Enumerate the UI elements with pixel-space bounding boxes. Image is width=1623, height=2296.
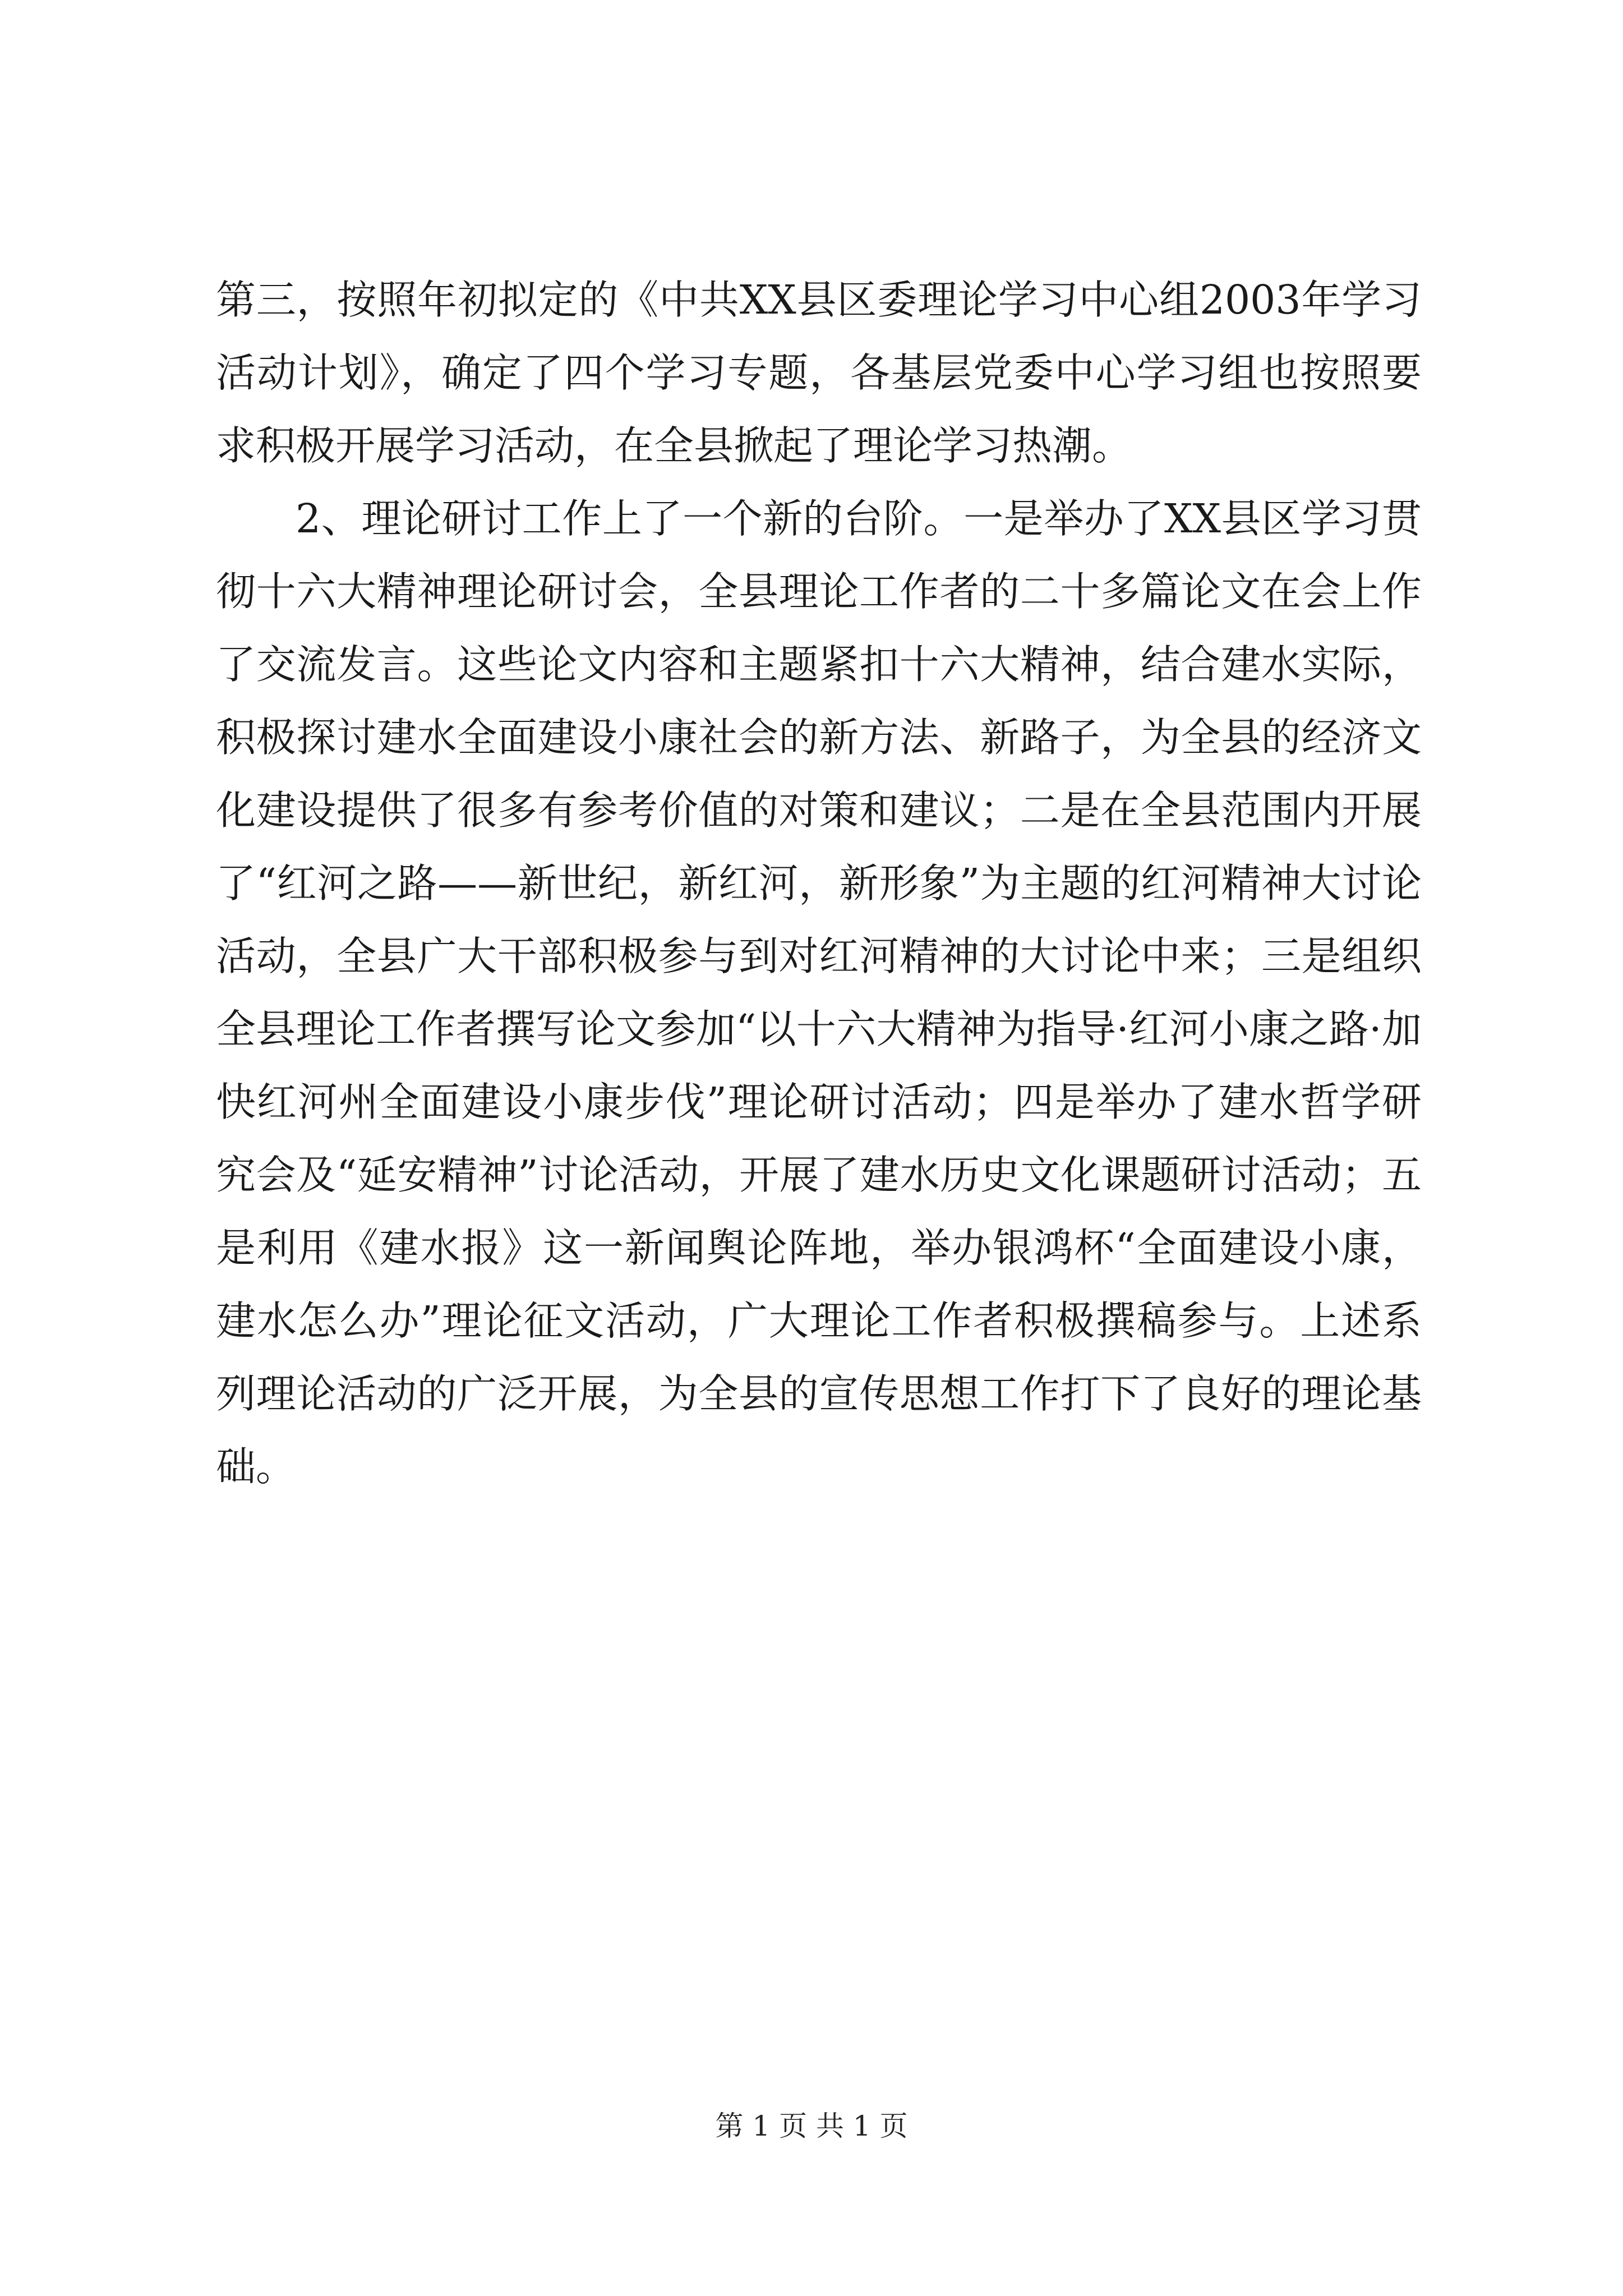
page-footer: 第 1 页 共 1 页 bbox=[715, 2110, 908, 2142]
paragraph-continued: 第三，按照年初拟定的《中共XX县区委理论学习中心组2003年学习活动计划》，确定了四个学习专题，各基层党委中心学习组也按照要求积极开展学习活动，在全县掀起了理论学习热潮。 bbox=[216, 277, 1422, 469]
paragraph-theory-seminar: 2、理论研讨工作上了一个新的台阶。一是举办了XX县区学习贯彻十六大精神理论研讨会，全县理论工作者的二十多篇论文在会上作了交流发言。这些论文内容和主题紧扣十六大精神，结合建水实际，积极探讨建水全面建设小康社会的新方法、新路子，为全县的经济文化建设提供了很多有参考价值的对策和建议；二是在全县范围内开展了“红河之路——新世纪，新红河，新形象”为主题的红河精神大讨论活动，全县广大干部积极参与到对红河精神的大讨论中来；三是组织全县理论工作者撰写论文参加“以十六大精神为指导·红河小康之路·加快红河州全面建设小康步伐”理论研讨活动；四是举办了建水哲学研究会及“延安精神”讨论活动，开展了建水历史文化课题研讨活动；五是利用《建水报》这一新闻舆论阵地，举办银鸿杯“全面建设小康，建水怎么办”理论征文活动，广大理论工作者积极撰稿参与。上述系列理论活动的广泛开展，为全县的宣传思想工作打下了良好的理论基础。 bbox=[216, 495, 1422, 1490]
document-body bbox=[216, 264, 1422, 1503]
